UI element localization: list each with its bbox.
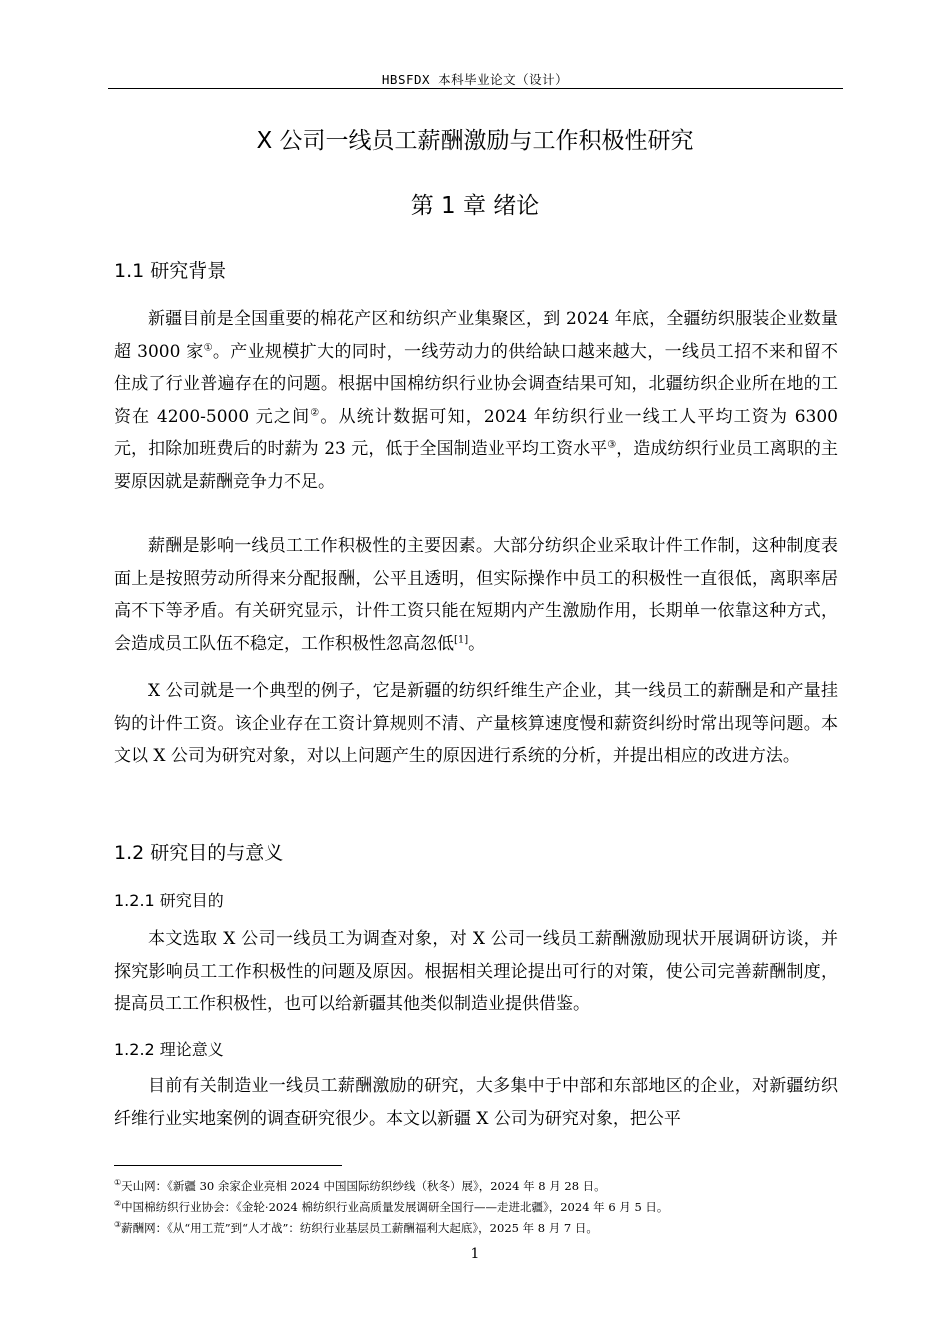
section-heading-1-2-1: 1.2.1 研究目的: [114, 891, 224, 910]
chapter-title: 第 1 章 绪论: [410, 193, 540, 219]
footnote-item: [114, 1174, 838, 1195]
running-header: HBSFDX 本科毕业论文（设计）: [381, 72, 569, 87]
footnote-item: [114, 1216, 838, 1237]
section-heading-1-2-2: 1.2.2 理论意义: [114, 1040, 224, 1059]
footnote-text: 天山网：《新疆 30 余家企业亮相 2024 中国国际纺织纱线（秋冬）展》，2024 年 8 月 28 日。: [121, 1178, 606, 1193]
paragraph-text: 。产业规模扩大的同时，一线劳动力的供给缺口越来越大，一线员工招不来和留不住成了行业普遍存在的问题。根据中国棉纺织行业协会调查结果可知，北疆纺织企业所在地的工资在 4200-5000 元之间: [114, 341, 839, 427]
paragraph-text: 。: [468, 633, 486, 654]
footnote-marker-2: ②: [310, 406, 321, 418]
paragraph-text: ，造成纺织行业员工离职的主要原因就是薪酬竞争力不足。: [114, 439, 838, 492]
footnote-marker-1: ①: [203, 341, 213, 353]
footnote-mark: ①: [114, 1178, 122, 1187]
footnote-mark: ②: [114, 1198, 122, 1208]
paragraph-text: 薪酬是影响一线员工工作积极性的主要因素。大部分纺织企业采取计件工作制，这种制度表面上是按照劳动所得来分配报酬，公平且透明，但实际操作中员工的积极性一直很低，离职率居高不下等矛盾。有关研究显示，计件工资只能在短期内产生激励作用，长期单一依靠这种方式，会造成员工队伍不稳定，工作积极性忽高忽低: [114, 536, 838, 654]
paragraph-background-2: [114, 530, 838, 660]
footnote-text: 中国棉纺织行业协会：《金轮·2024 棉纺织行业高质量发展调研全国行——走进北疆》，2024 年 6 月 5 日。: [121, 1199, 669, 1214]
footnote-mark: ③: [114, 1219, 122, 1229]
footnote-text: 薪酬网：《从“用工荒”到“人才战”：纺织行业基层员工薪酬福利大起底》，2025 年 8 月 7 日。: [121, 1220, 598, 1235]
paragraph-text: 。从统计数据可知，2024 年纺织行业一线工人平均工资为 6300 元，扣除加班费后的时薪为 23 元，低于全国制造业平均工资水平: [114, 406, 838, 459]
citation-ref-1: [1]: [454, 633, 469, 645]
page-number: 1: [470, 1246, 480, 1262]
paragraph-background-1: [114, 303, 838, 498]
footnotes: [114, 1174, 838, 1236]
header-rule: [108, 88, 843, 89]
paper-title: X 公司一线员工薪酬激励与工作积极性研究: [256, 128, 694, 154]
section-heading-1-1: 1.1 研究背景: [114, 260, 227, 282]
footnote-item: [114, 1195, 838, 1216]
paragraph-purpose: 本文选取 X 公司一线员工为调查对象，对 X 公司一线员工薪酬激励现状开展调研访谈，并探究影响员工工作积极性的问题及原因。根据相关理论提出可行的对策，使公司完善薪酬制度，提高员工工作积极性，也可以给新疆其他类似制造业提供借鉴。: [114, 929, 838, 1014]
footnote-rule: [114, 1165, 342, 1166]
paragraph-background-3: X 公司就是一个典型的例子，它是新疆的纺织纤维生产企业，其一线员工的薪酬是和产量挂钩的计件工资。该企业存在工资计算规则不清、产量核算速度慢和薪资纠纷时常出现等问题。本文以 X 公司为研究对象，对以上问题产生的原因进行系统的分析，并提出相应的改进方法。: [114, 681, 838, 766]
paragraph-theory: 目前有关制造业一线员工薪酬激励的研究，大多集中于中部和东部地区的企业，对新疆纺织纤维行业实地案例的调查研究很少。本文以新疆 X 公司为研究对象，把公平: [114, 1076, 838, 1129]
paragraph-text: 新疆目前是全国重要的棉花产区和纺织产业集聚区，到 2024 年底，全疆纺织服装企业数量超 3000 家: [114, 309, 838, 362]
section-heading-1-2: 1.2 研究目的与意义: [114, 842, 284, 864]
footnote-marker-3: ③: [607, 439, 617, 451]
